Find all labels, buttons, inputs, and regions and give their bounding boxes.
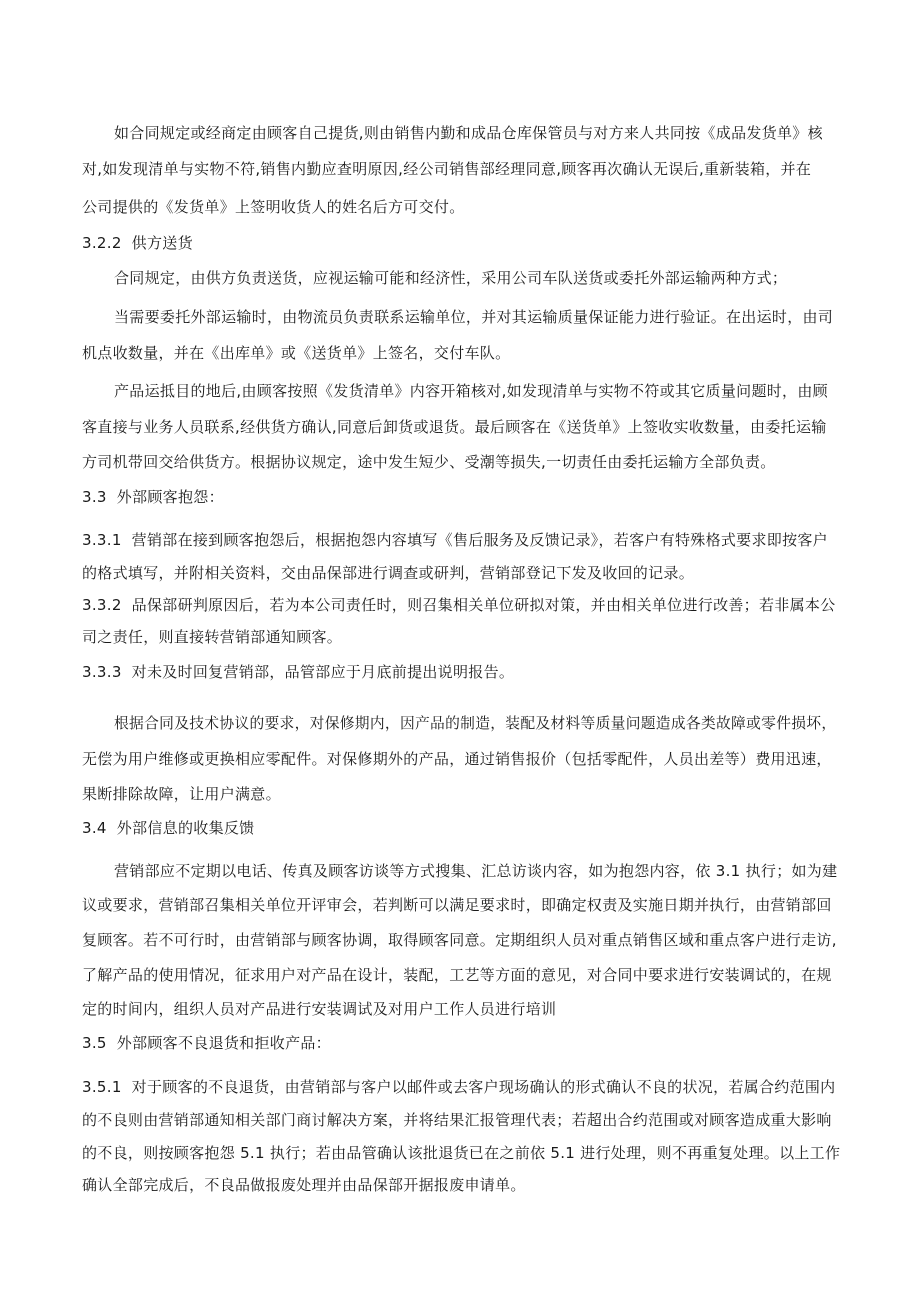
paragraph-line: 合同规定，由供方负责送货，应视运输可能和经济性，采用公司车队送货或委托外部运输两种方式； [114,269,788,287]
section-item-3-5-1 [82,1077,835,1097]
paragraph-line: 品保部研判原因后，若为本公司责任时，则召集相关单位研拟对策，并由相关单位进行改善；若非属本公 [131,596,836,614]
paragraph-line: 对于顾客的不良退货，由营销部与客户以邮件或去客户现场确认的形式确认不良的状况，若属合约范围内 [131,1078,836,1096]
paragraph-line: 机点收数量，并在《出库单》或《送货单》上签名，交付车队。 [82,344,511,362]
paragraph-line: 方司机带回交给供货方。根据协议规定，途中发生短少、受潮等损失,一切责任由委托运输方全部负责。 [82,453,776,471]
paragraph-line: 议或要求，营销部召集相关单位开评审会，若判断可以满足要求时，即确定权责及实施日期并执行，由营销部回 [82,896,832,914]
paragraph-line: 的格式填写，并附相关资料，交由品保部进行调查或研判，营销部登记下发及收回的记录。 [82,564,695,582]
paragraph-line: 营销部在接到顾客抱怨后，根据抱怨内容填写《售后服务及反馈记录》，若客户有特殊格式要求即按客户 [131,531,828,549]
section-number: 3.5 [82,1034,107,1052]
section-item-3-3-2 [82,595,835,615]
section-title: 外部顾客不良退货和拒收产品： [116,1034,331,1052]
section-heading-3-2-2 [82,233,193,253]
paragraph-line: 公司提供的《发货单》上签明收货人的姓名后方可交付。 [82,198,465,216]
section-number: 3.2.2 [82,234,122,252]
paragraph-line: 当需要委托外部运输时，由物流员负责联系运输单位，并对其运输质量保证能力进行验证。在出运时，由司 [114,308,834,326]
section-item-3-3-3 [82,662,514,682]
paragraph-line: 复顾客。若不可行时，由营销部与顾客协调，取得顾客同意。定期组织人员对重点销售区域和重点客户进行走访, [82,931,837,949]
section-heading-3-3 [82,487,224,507]
paragraph-line: 了解产品的使用情况，征求用户对产品在设计，装配，工艺等方面的意见，对合同中要求进行安装调试的，在规 [82,966,832,984]
paragraph-line: 根据合同及技术协议的要求，对保修期内，因产品的制造，装配及材料等质量问题造成各类故障或零件损坏， [114,715,837,732]
paragraph-line: 营销部应不定期以电话、传真及顾客访谈等方式搜集、汇总访谈内容，如为抱怨内容，依 3.1 执行；如为建 [114,862,838,880]
section-heading-3-5 [82,1033,331,1053]
paragraph-line: 如合同规定或经商定由顾客自己提货,则由销售内勤和成品仓库保管员与对方来人共同按《成品发货单》核 [114,124,823,142]
section-number: 3.5.1 [82,1078,122,1096]
section-number: 3.3.1 [82,531,122,549]
section-number: 3.3 [82,488,107,506]
section-item-3-3-1 [82,530,828,550]
section-number: 3.4 [82,819,107,837]
paragraph-line: 的不良，则按顾客抱怨 5.1 执行；若由品管确认该批退货已在之前依 5.1 进行处理，则不再重复处理。以上工作 [82,1144,841,1162]
paragraph-line: 果断排除故障，让用户满意。 [82,785,281,803]
section-title: 外部顾客抱怨： [116,488,224,506]
paragraph-line: 对未及时回复营销部，品管部应于月底前提出说明报告。 [131,663,515,681]
paragraph-line: 客直接与业务人员联系,经供货方确认,同意后卸货或退货。最后顾客在《送货单》上签收实收数量，由委托运输 [82,418,827,436]
paragraph-line: 对,如发现清单与实物不符,销售内勤应查明原因,经公司销售部经理同意,顾客再次确认无误后,重新装箱，并在 [82,160,812,178]
section-number: 3.3.2 [82,596,122,614]
paragraph-line: 定的时间内，组织人员对产品进行安装调试及对用户工作人员进行培训 [82,1000,557,1018]
section-number: 3.3.3 [82,663,122,681]
section-title: 外部信息的收集反馈 [116,819,255,837]
paragraph-line: 产品运抵目的地后,由顾客按照《发货清单》内容开箱核对,如发现清单与实物不符或其它质量问题时，由顾 [114,382,828,400]
section-heading-3-4 [82,818,254,838]
paragraph-line: 的不良则由营销部通知相关部门商讨解决方案，并将结果汇报管理代表；若超出合约范围或对顾客造成重大影响 [82,1111,832,1129]
paragraph-line: 司之责任，则直接转营销部通知顾客。 [82,628,343,646]
paragraph-line: 确认全部完成后，不良品做报废处理并由品保部开据报废申请单。 [82,1176,526,1194]
section-title: 供方送货 [131,234,193,252]
paragraph-line: 无偿为用户维修或更换相应零配件。对保修期外的产品，通过销售报价（包括零配件，人员出差等）费用迅速， [82,750,832,768]
